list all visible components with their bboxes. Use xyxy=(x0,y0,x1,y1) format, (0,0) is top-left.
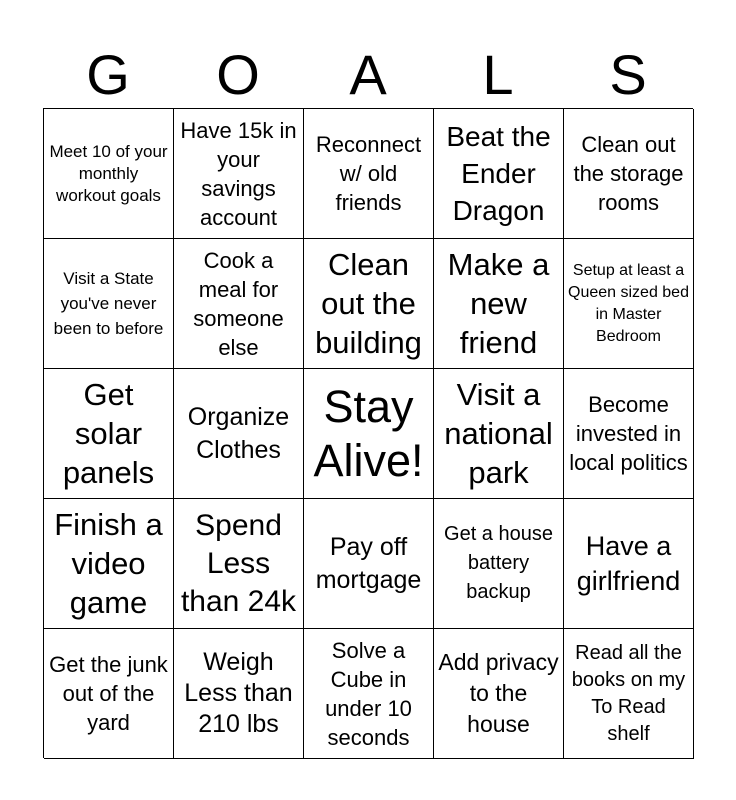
cell-text: Cook a meal for someone else xyxy=(193,247,284,360)
cell-text: Read all the books on my To Read shelf xyxy=(571,641,686,745)
bingo-cell[interactable] xyxy=(564,499,694,629)
bingo-cell[interactable] xyxy=(44,629,174,759)
bingo-cell[interactable] xyxy=(174,109,304,239)
bingo-cell[interactable] xyxy=(174,629,304,759)
bingo-cell[interactable] xyxy=(44,499,174,629)
bingo-cell[interactable] xyxy=(304,109,434,239)
cell-text: Have a girlfriend xyxy=(576,530,681,596)
cell-text: Clean out the building xyxy=(315,247,422,360)
cell-text: Spend Less than 24k xyxy=(180,508,297,618)
bingo-cell-free[interactable] xyxy=(304,369,434,499)
header-letter-o: O xyxy=(216,43,260,106)
cell-text: Visit a State you've never been to before xyxy=(53,269,164,338)
cell-text: Have 15k in your savings account xyxy=(180,117,297,230)
cell-text: Beat the Ender Dragon xyxy=(446,121,551,226)
bingo-cell[interactable] xyxy=(44,109,174,239)
bingo-cell[interactable] xyxy=(434,369,564,499)
cell-text: Setup at least a Queen sized bed in Master Bedroom xyxy=(568,261,689,345)
bingo-cell[interactable] xyxy=(434,629,564,759)
cell-text: Get the junk out of the yard xyxy=(49,652,168,735)
cell-text: Make a new friend xyxy=(447,247,550,360)
header-letter-l: L xyxy=(482,43,514,106)
cell-text: Add privacy to the house xyxy=(438,649,559,737)
header-letter-s: S xyxy=(609,43,647,106)
bingo-cell[interactable] xyxy=(44,369,174,499)
bingo-cell[interactable] xyxy=(174,499,304,629)
cell-text: Visit a national park xyxy=(444,377,553,490)
cell-text: Get solar panels xyxy=(62,377,155,490)
header-letter-g: G xyxy=(86,43,130,106)
cell-text: Weigh Less than 210 lbs xyxy=(184,648,293,738)
cell-text: Become invested in local politics xyxy=(569,392,688,475)
cell-text: Get a house battery backup xyxy=(444,523,553,603)
cell-text: Reconnect w/ old friends xyxy=(315,132,422,215)
bingo-cell[interactable] xyxy=(434,109,564,239)
bingo-cell[interactable] xyxy=(564,109,694,239)
cell-text: Finish a video game xyxy=(54,507,163,620)
bingo-cell[interactable] xyxy=(564,629,694,759)
header-letter-a: A xyxy=(349,43,387,106)
cell-text: Clean out the storage rooms xyxy=(573,132,684,215)
cell-text: Solve a Cube in under 10 seconds xyxy=(325,637,412,750)
bingo-cell[interactable] xyxy=(174,369,304,499)
bingo-board xyxy=(43,108,693,758)
cell-text: Pay off mortgage xyxy=(315,532,422,594)
bingo-cell[interactable] xyxy=(44,239,174,369)
bingo-cell[interactable] xyxy=(564,239,694,369)
bingo-cell[interactable] xyxy=(434,499,564,629)
goals-header xyxy=(43,44,693,106)
bingo-cell[interactable] xyxy=(174,239,304,369)
bingo-cell[interactable] xyxy=(434,239,564,369)
bingo-cell[interactable] xyxy=(564,369,694,499)
cell-text: Organize Clothes xyxy=(187,402,290,464)
cell-text: Stay Alive! xyxy=(313,380,424,486)
bingo-cell[interactable] xyxy=(304,239,434,369)
cell-text: Meet 10 of your monthly workout goals xyxy=(49,141,168,205)
bingo-cell[interactable] xyxy=(304,629,434,759)
bingo-cell[interactable] xyxy=(304,499,434,629)
